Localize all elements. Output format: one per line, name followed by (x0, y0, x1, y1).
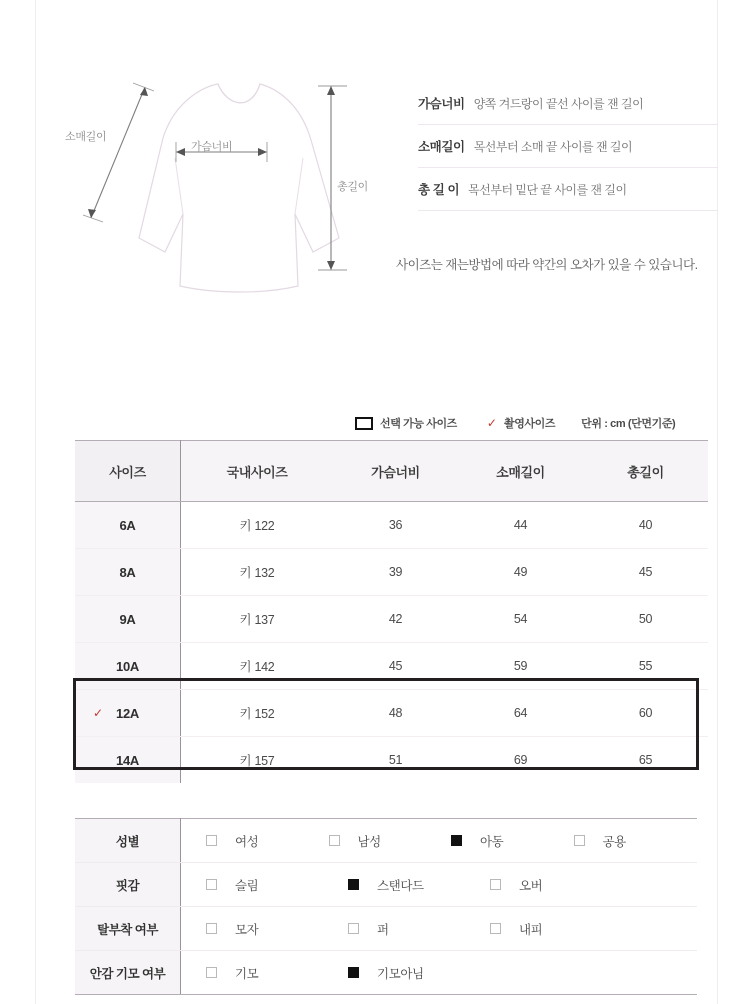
attribute-options-gender (181, 819, 698, 863)
measurement-row (418, 168, 718, 211)
legend-unit-label: 단위 : cm (단면기준) (581, 418, 676, 430)
measurement-description: 목선부터 소매 끝 사이를 잰 길이 (473, 139, 633, 154)
option-label: 내피 (519, 922, 543, 937)
table-row[interactable] (75, 549, 708, 596)
table-row[interactable] (75, 643, 708, 690)
cell-domestic-size: 키 157 (181, 737, 334, 784)
cell-size[interactable] (75, 502, 181, 549)
measurement-row (418, 125, 718, 168)
legend-selectable-label: 선택 가능 사이즈 (380, 418, 457, 430)
cell-total-length: 55 (583, 643, 708, 690)
header-total-length: 총길이 (583, 441, 708, 502)
option-label: 아동 (480, 834, 504, 849)
cell-sleeve-length: 64 (458, 690, 583, 737)
neckline (218, 84, 260, 103)
sleeve-tick-bottom (83, 215, 103, 222)
option-item[interactable] (490, 920, 632, 938)
garment-diagram (55, 62, 400, 302)
cell-total-length: 45 (583, 549, 708, 596)
sweater-outline (139, 84, 339, 292)
attribute-options-fleece-lining (181, 951, 698, 995)
table-row[interactable] (75, 737, 708, 784)
option-label: 퍼 (377, 922, 389, 937)
attribute-options-fit (181, 863, 698, 907)
cell-chest-width: 39 (333, 549, 458, 596)
right-seam (295, 158, 303, 214)
diagram-label-total: 총길이 (337, 181, 368, 193)
cell-chest-width: 45 (333, 643, 458, 690)
option-label: 오버 (519, 878, 543, 893)
cell-domestic-size: 키 137 (181, 596, 334, 643)
photographed-size-check-icon: ✓ (93, 706, 103, 720)
table-row[interactable] (75, 690, 708, 737)
total-arrow-top (327, 86, 335, 95)
checkbox-unchecked-icon[interactable] (574, 835, 585, 846)
checkbox-unchecked-icon[interactable] (206, 923, 217, 934)
option-item[interactable] (574, 832, 697, 850)
cell-size[interactable] (75, 596, 181, 643)
option-item[interactable] (206, 832, 329, 850)
cell-total-length: 50 (583, 596, 708, 643)
size-table (75, 440, 708, 783)
option-item[interactable] (329, 832, 452, 850)
table-row[interactable] (75, 502, 708, 549)
measurement-guide-section (0, 0, 750, 310)
cell-total-length: 40 (583, 502, 708, 549)
cell-total-length: 60 (583, 690, 708, 737)
size-label: 6A (119, 517, 136, 533)
attribute-label-detachable: 탈부착 여부 (75, 907, 181, 951)
option-item[interactable] (206, 964, 348, 982)
left-seam (175, 158, 183, 214)
header-domestic-size: 국내사이즈 (181, 441, 334, 502)
checkbox-unchecked-icon[interactable] (348, 923, 359, 934)
option-item[interactable] (490, 876, 632, 894)
cell-chest-width: 42 (333, 596, 458, 643)
option-item[interactable] (206, 920, 348, 938)
attribute-table-container (75, 818, 697, 995)
checkbox-unchecked-icon[interactable] (206, 879, 217, 890)
option-list (206, 920, 696, 938)
size-label: 10A (116, 658, 139, 674)
checkbox-unchecked-icon[interactable] (206, 835, 217, 846)
cell-sleeve-length: 44 (458, 502, 583, 549)
cell-domestic-size: 키 152 (181, 690, 334, 737)
attribute-label-fit: 핏감 (75, 863, 181, 907)
checkbox-unchecked-icon[interactable] (490, 879, 501, 890)
cell-size[interactable] (75, 737, 181, 784)
cell-sleeve-length: 69 (458, 737, 583, 784)
checkbox-checked-icon[interactable] (451, 835, 462, 846)
table-row (75, 907, 697, 951)
cell-sleeve-length: 49 (458, 549, 583, 596)
cell-chest-width: 36 (333, 502, 458, 549)
cell-size[interactable] (75, 690, 181, 737)
measurement-term: 소매길이 (418, 140, 465, 154)
diagram-label-sleeve: 소매길이 (65, 131, 107, 143)
size-table-head (75, 441, 708, 502)
option-label: 기모 (235, 966, 259, 981)
option-item[interactable] (348, 920, 490, 938)
cell-domestic-size: 키 132 (181, 549, 334, 596)
size-label: 14A (116, 752, 139, 768)
attribute-label-fleece-lining: 안감 기모 여부 (75, 951, 181, 995)
size-table-legend (355, 414, 700, 432)
table-row[interactable] (75, 596, 708, 643)
sleeve-measure-line (91, 87, 145, 218)
cell-domestic-size: 키 142 (181, 643, 334, 690)
size-table-body (75, 502, 708, 784)
cell-chest-width: 48 (333, 690, 458, 737)
option-label: 스탠다드 (377, 878, 424, 893)
measurement-definition-list (418, 82, 718, 211)
cell-sleeve-length: 59 (458, 643, 583, 690)
attribute-label-gender: 성별 (75, 819, 181, 863)
size-label: 8A (119, 564, 136, 580)
attribute-table-body (75, 819, 697, 995)
measurement-row (418, 82, 718, 125)
header-sleeve-length: 소매길이 (458, 441, 583, 502)
checkbox-checked-icon[interactable] (348, 967, 359, 978)
size-label: 9A (119, 611, 136, 627)
check-icon: ✓ (486, 416, 497, 430)
total-arrow-bottom (327, 261, 335, 270)
option-item[interactable] (451, 832, 574, 850)
measurement-term: 가슴너비 (418, 97, 465, 111)
chest-arrow-left (176, 148, 185, 156)
diagram-label-chest: 가슴너비 (191, 141, 233, 153)
option-label: 남성 (357, 834, 381, 849)
chest-arrow-right (258, 148, 267, 156)
checkbox-unchecked-icon[interactable] (329, 835, 340, 846)
legend-photographed-label: 촬영사이즈 (503, 418, 556, 430)
size-table-container (75, 440, 697, 783)
option-item[interactable] (348, 964, 490, 982)
option-list (206, 876, 696, 894)
measurement-description: 목선부터 밑단 끝 사이를 잰 길이 (468, 182, 627, 197)
option-label: 슬림 (235, 878, 259, 893)
size-label: 12A (116, 705, 139, 721)
attribute-options-detachable (181, 907, 698, 951)
measurement-term: 총 길 이 (418, 183, 460, 197)
table-row (75, 819, 697, 863)
cell-size[interactable] (75, 549, 181, 596)
cell-total-length: 65 (583, 737, 708, 784)
header-size: 사이즈 (75, 441, 181, 502)
cell-sleeve-length: 54 (458, 596, 583, 643)
option-label: 공용 (602, 834, 626, 849)
table-row (75, 863, 697, 907)
header-chest-width: 가슴너비 (333, 441, 458, 502)
measurement-tolerance-note: 사이즈는 재는방법에 따라 약간의 오차가 있을 수 있습니다. (396, 258, 698, 272)
option-item[interactable] (206, 876, 348, 894)
option-list (206, 832, 696, 850)
legend-selectable-size (355, 415, 457, 431)
option-label: 기모아님 (377, 966, 424, 981)
cell-domestic-size: 키 122 (181, 502, 334, 549)
rectangle-outline-icon (355, 417, 373, 430)
option-label: 모자 (235, 922, 259, 937)
legend-photographed-size (487, 415, 555, 431)
attribute-table (75, 818, 697, 995)
measurement-description: 양쪽 겨드랑이 끝선 사이를 잰 길이 (473, 96, 644, 111)
table-row (75, 951, 697, 995)
checkbox-unchecked-icon[interactable] (490, 923, 501, 934)
option-label: 여성 (235, 834, 259, 849)
checkbox-unchecked-icon[interactable] (206, 967, 217, 978)
size-table-header-row (75, 441, 708, 502)
cell-chest-width: 51 (333, 737, 458, 784)
option-list (206, 964, 696, 982)
checkbox-checked-icon[interactable] (348, 879, 359, 890)
option-item[interactable] (348, 876, 490, 894)
cell-size[interactable] (75, 643, 181, 690)
